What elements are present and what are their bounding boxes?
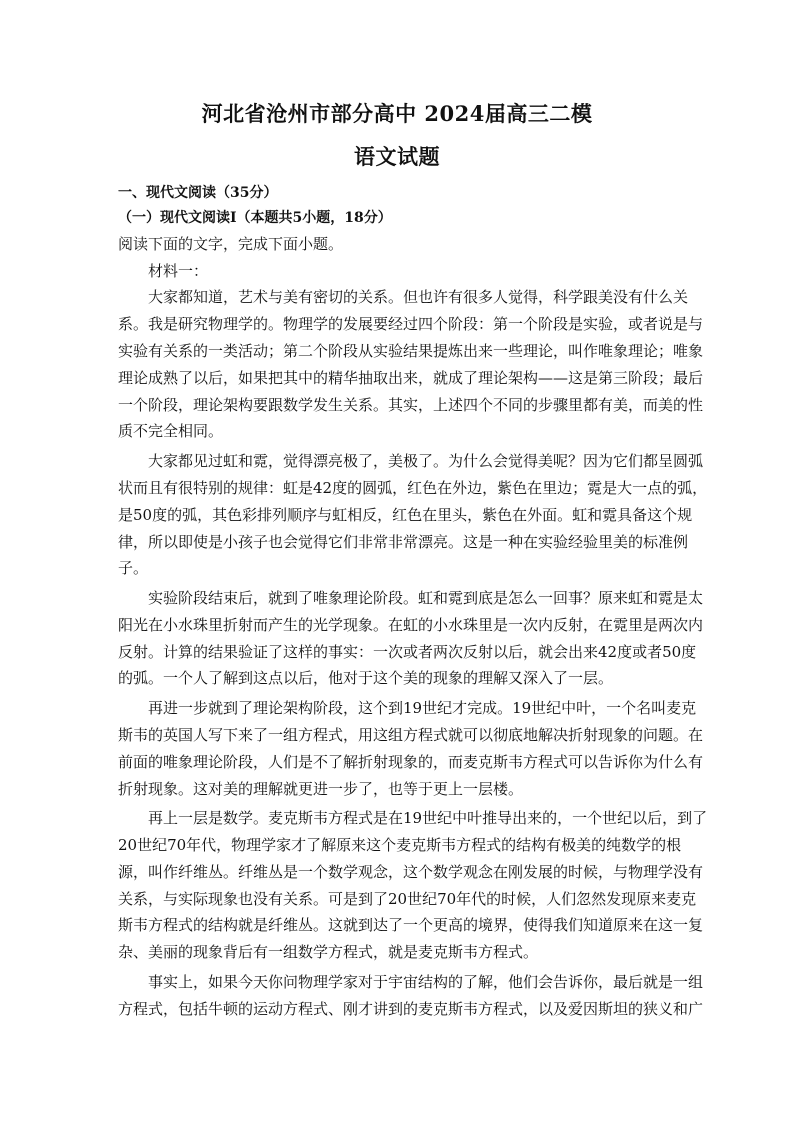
paragraph-line: 源，叫作纤维丛。纤维丛是一个数学观念，这个数学观念在刚发展的时候，与物理学没有: [118, 862, 704, 881]
paragraph-line: 理论成熟了以后，如果把其中的精华抽取出来，就成了理论架构——这是第三阶段；最后: [118, 368, 704, 387]
paragraph-line: 再进一步就到了理论架构阶段，这个到19世纪才完成。19世纪中叶，一个名叫麦克: [148, 698, 697, 717]
paragraph-line: 大家都见过虹和霓，觉得漂亮极了，美极了。为什么会觉得美呢？因为它们都呈圆弧: [148, 451, 704, 470]
paragraph-line: 事实上，如果今天你问物理学家对于宇宙结构的了解，他们会告诉你，最后就是一组: [148, 972, 704, 991]
paragraph-line: 杂、美丽的现象背后有一组数学方程式，就是麦克斯韦方程式。: [118, 943, 539, 962]
paragraph-line: 律，所以即使是小孩子也会觉得它们非常非常漂亮。这是一种在实验经验里美的标准例: [118, 532, 689, 551]
paragraph-line: 方程式，包括牛顿的运动方程式、刚才讲到的麦克斯韦方程式，以及爱因斯坦的狭义和广: [118, 999, 704, 1018]
paragraph-line: 再上一层是数学。麦克斯韦方程式是在19世纪中叶推导出来的，一个世纪以后，到了: [148, 808, 708, 827]
paragraph-line: 折射现象。这对美的理解就更进一步了，也等于更上一层楼。: [118, 779, 524, 798]
paragraph-line: 的弧。一个人了解到这点以后，他对于这个美的现象的理解又深入了一层。: [118, 669, 614, 688]
paragraph-line: 斯韦的英国人写下来了一组方程式，用这组方程式就可以彻底地解决折射现象的问题。在: [118, 725, 704, 744]
subsection-heading: （一）现代文阅读Ⅰ（本题共5小题，18分）: [118, 210, 392, 226]
paragraph: [118, 805, 708, 966]
paragraph-line: 实验有关系的一类活动；第二个阶段从实验结果提炼出来一些理论，叫作唯象理论；唯象: [118, 341, 704, 360]
paragraph-line: 20世纪70年代，物理学家才了解原来这个麦克斯韦方程式的结构有极美的纯数学的根: [118, 835, 682, 854]
paragraph-line: 实验阶段结束后，就到了唯象理论阶段。虹和霓到底是怎么一回事？原来虹和霓是太: [148, 588, 704, 607]
paragraph-line: 子。: [118, 559, 149, 578]
section-heading: 一、现代文阅读（35分）: [118, 185, 278, 201]
paragraph-line: 阳光在小水珠里折射而产生的光学现象。在虹的小水珠里是一次内反射，在霓里是两次内: [118, 615, 704, 634]
paragraph-line: 反射。计算的结果验证了这样的事实：一次或者两次反射以后，就会出来42度或者50度: [118, 642, 697, 661]
paragraph-line: 状而且有很特别的规律：虹是42度的圆弧，红色在外边，紫色在里边；霓是大一点的弧，: [118, 478, 708, 497]
article-body: [118, 284, 708, 1025]
paragraph: [118, 284, 704, 445]
paragraph-line: 一个阶段，理论架构要跟数学发生关系。其实，上述四个不同的步骤里都有美，而美的性: [118, 395, 704, 414]
paragraph-line: 系。我是研究物理学的。物理学的发展要经过四个阶段：第一个阶段是实验，或者说是与: [118, 314, 704, 333]
paragraph: [118, 585, 704, 693]
paragraph-line: 大家都知道，艺术与美有密切的关系。但也许有很多人觉得，科学跟美没有什么关: [148, 288, 689, 306]
paragraph-line: 质不完全相同。: [118, 422, 224, 441]
reading-instruction: 阅读下面的文字，完成下面小题。: [118, 235, 344, 253]
paragraph: [118, 695, 704, 803]
paragraph-line: 关系，与实际现象也没有关系。可是到了20世纪70年代的时候，人们忽然发现原来麦克: [118, 889, 697, 908]
paragraph: [118, 969, 704, 1023]
material-label: 材料一：: [148, 262, 209, 280]
paragraph-line: 斯韦方程式的结构就是纤维丛。这就到达了一个更高的境界，使得我们知道原来在这一复: [118, 916, 704, 935]
document-title: 河北省沧州市部分高中 2024届高三二模: [201, 101, 593, 126]
paragraph-line: 是50度的弧，其色彩排列顺序与虹相反，红色在里头，紫色在外面。虹和霓具备这个规: [118, 505, 693, 524]
document-subtitle: 语文试题: [354, 144, 440, 169]
paragraph: [118, 448, 708, 582]
paragraph-line: 前面的唯象理论阶段，人们是不了解折射现象的，而麦克斯韦方程式可以告诉你为什么有: [118, 752, 704, 771]
